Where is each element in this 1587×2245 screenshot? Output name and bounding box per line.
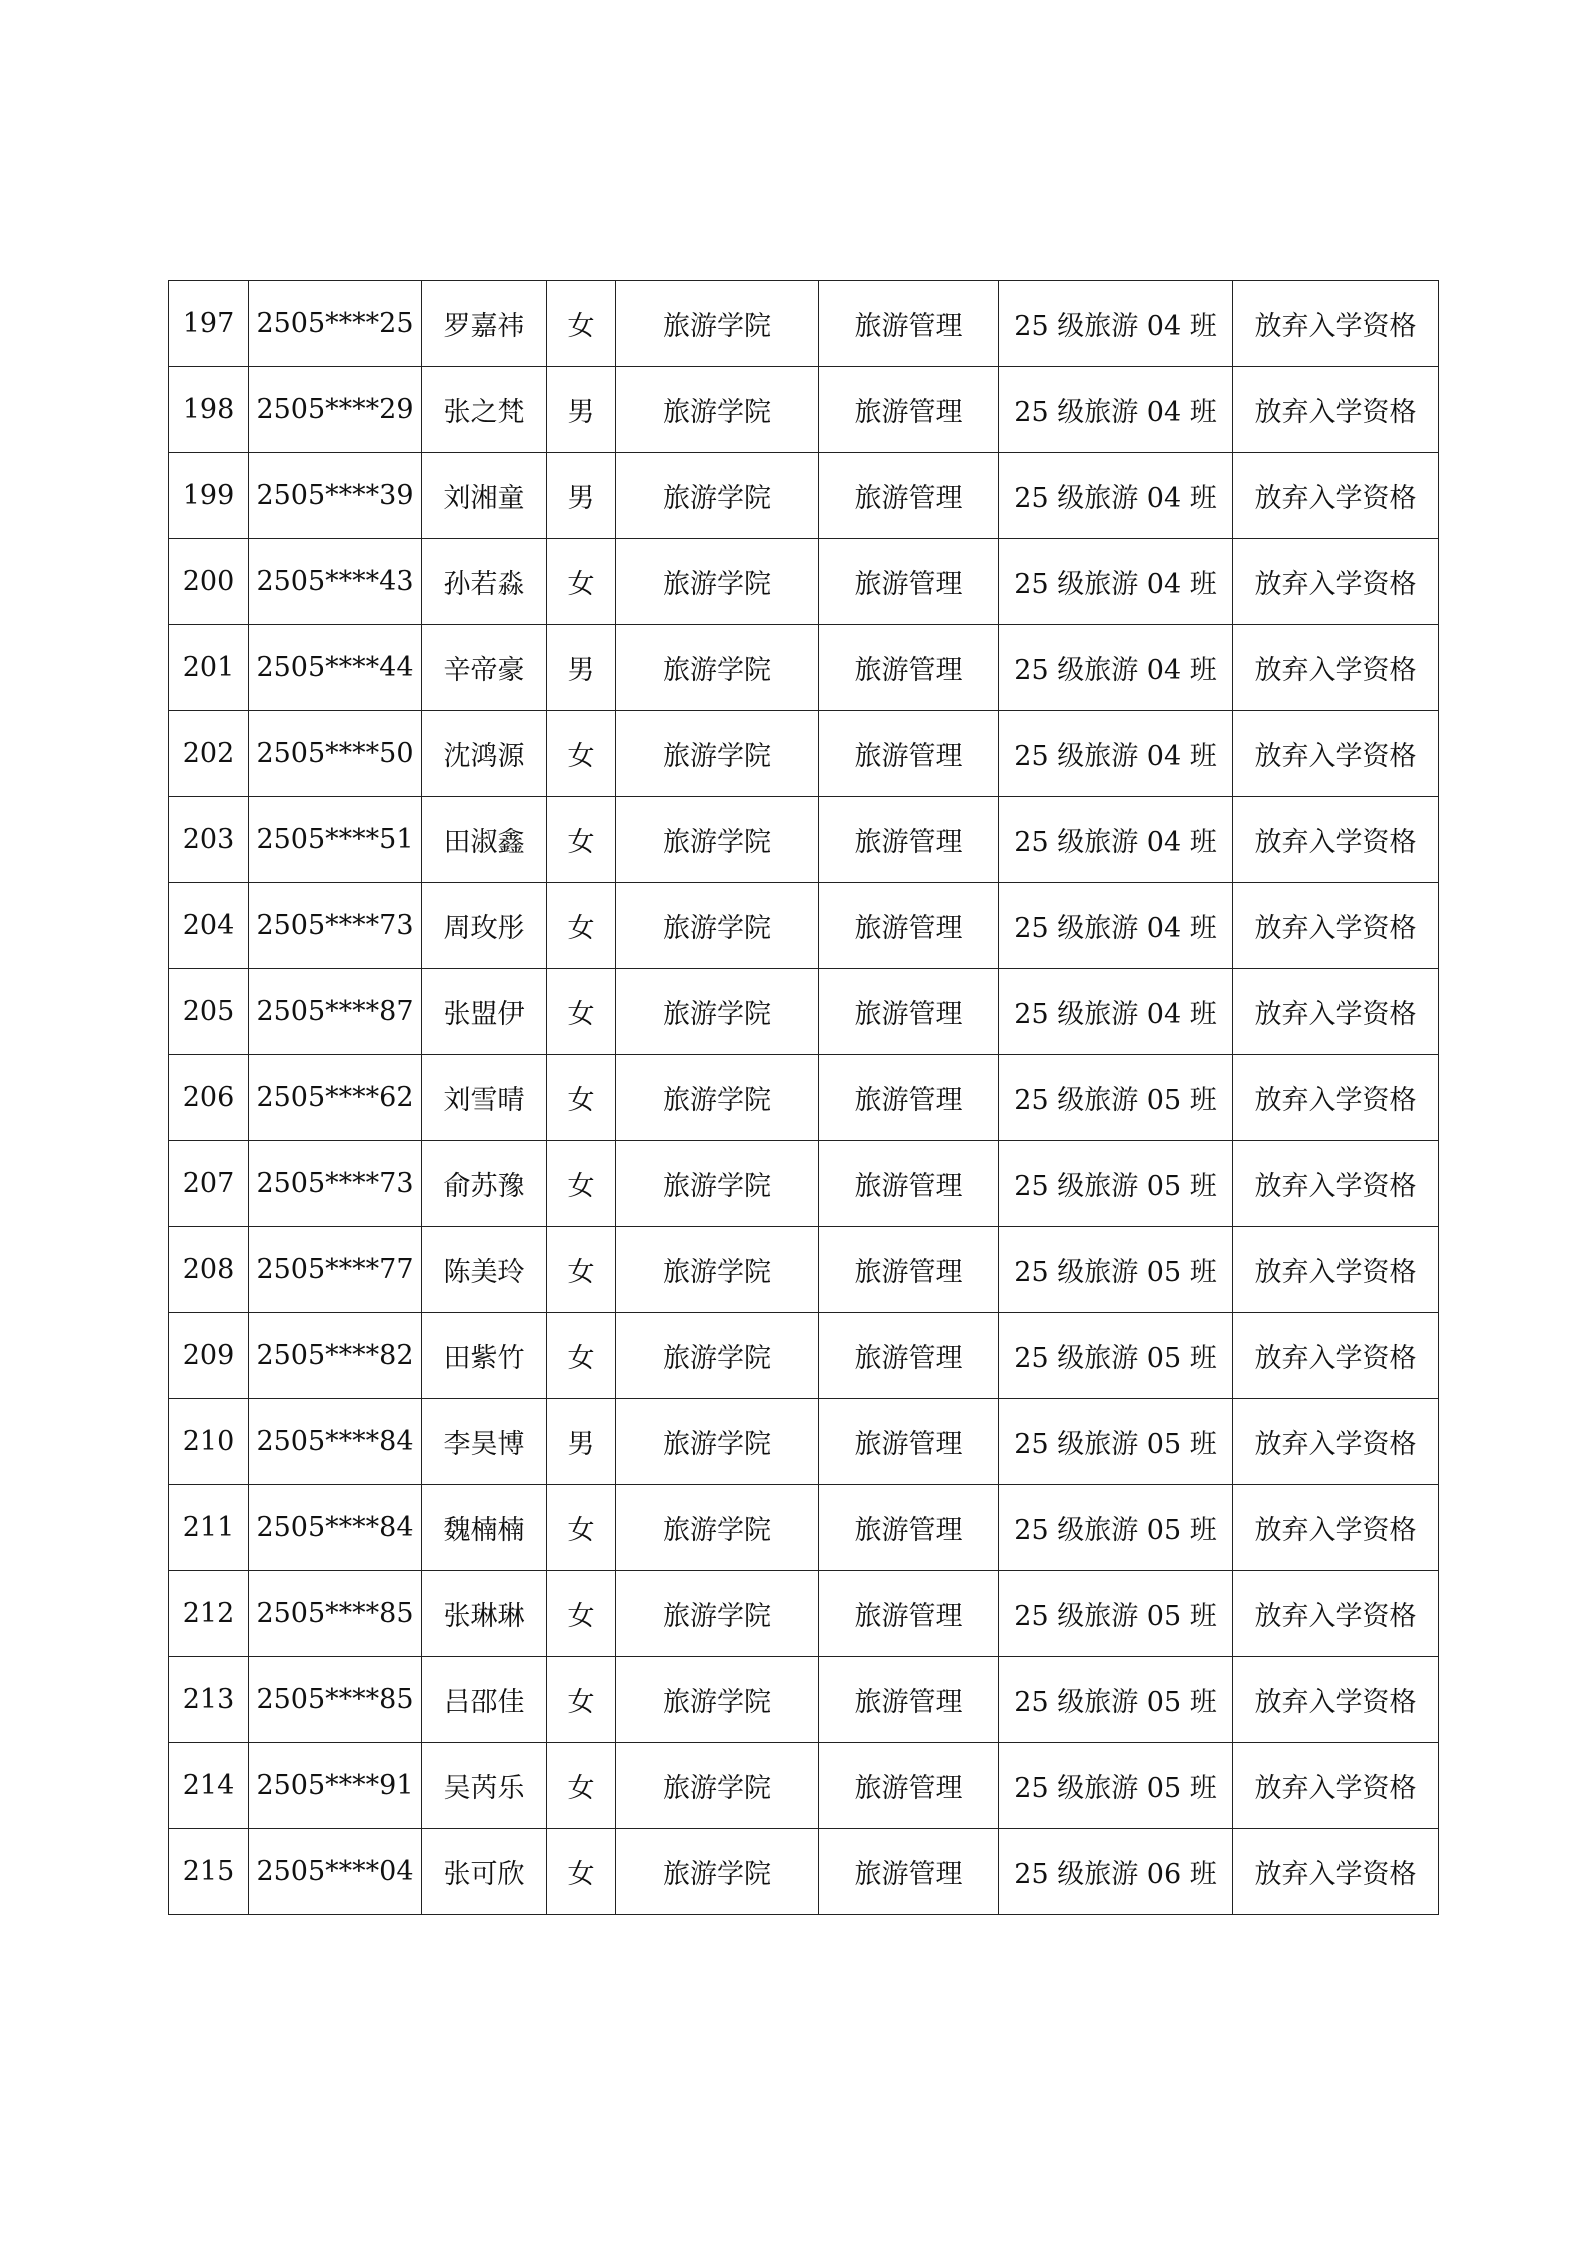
gender: 女 [547,1743,616,1829]
major: 旅游管理 [819,453,999,539]
student-id: 2505****62 [249,1055,422,1141]
college: 旅游学院 [616,797,819,883]
class-name: 25 级旅游 05 班 [999,1571,1233,1657]
student-name: 张之梵 [422,367,547,453]
class-name: 25 级旅游 05 班 [999,1743,1233,1829]
gender: 男 [547,453,616,539]
gender: 女 [547,1829,616,1915]
class-name: 25 级旅游 05 班 [999,1055,1233,1141]
table-row [169,1829,1439,1915]
student-id: 2505****44 [249,625,422,711]
table-row [169,1485,1439,1571]
student-id: 2505****29 [249,367,422,453]
college: 旅游学院 [616,367,819,453]
student-id: 2505****85 [249,1571,422,1657]
student-id: 2505****77 [249,1227,422,1313]
row-number: 209 [169,1313,249,1399]
table-row [169,1227,1439,1313]
student-id: 2505****39 [249,453,422,539]
major: 旅游管理 [819,1055,999,1141]
major: 旅游管理 [819,1571,999,1657]
table-row [169,367,1439,453]
status: 放弃入学资格 [1233,797,1439,883]
table-row [169,883,1439,969]
table-row [169,1141,1439,1227]
major: 旅游管理 [819,969,999,1055]
gender: 女 [547,1055,616,1141]
major: 旅游管理 [819,1657,999,1743]
status: 放弃入学资格 [1233,711,1439,797]
table-row [169,539,1439,625]
student-id: 2505****51 [249,797,422,883]
status: 放弃入学资格 [1233,969,1439,1055]
status: 放弃入学资格 [1233,1657,1439,1743]
student-name: 李昊博 [422,1399,547,1485]
college: 旅游学院 [616,1829,819,1915]
student-id: 2505****87 [249,969,422,1055]
student-id: 2505****50 [249,711,422,797]
gender: 女 [547,1485,616,1571]
status: 放弃入学资格 [1233,625,1439,711]
gender: 女 [547,883,616,969]
major: 旅游管理 [819,1313,999,1399]
status: 放弃入学资格 [1233,1829,1439,1915]
student-id: 2505****85 [249,1657,422,1743]
class-name: 25 级旅游 06 班 [999,1829,1233,1915]
student-name: 周玫彤 [422,883,547,969]
student-id: 2505****25 [249,281,422,367]
table-row [169,625,1439,711]
class-name: 25 级旅游 04 班 [999,453,1233,539]
table-row [169,1399,1439,1485]
student-id: 2505****82 [249,1313,422,1399]
major: 旅游管理 [819,797,999,883]
college: 旅游学院 [616,1657,819,1743]
college: 旅游学院 [616,1141,819,1227]
college: 旅游学院 [616,1743,819,1829]
status: 放弃入学资格 [1233,1743,1439,1829]
table-row [169,1743,1439,1829]
student-id: 2505****04 [249,1829,422,1915]
row-number: 208 [169,1227,249,1313]
major: 旅游管理 [819,1743,999,1829]
student-name: 田淑鑫 [422,797,547,883]
major: 旅游管理 [819,1485,999,1571]
gender: 女 [547,539,616,625]
class-name: 25 级旅游 05 班 [999,1399,1233,1485]
student-name: 张可欣 [422,1829,547,1915]
class-name: 25 级旅游 04 班 [999,883,1233,969]
row-number: 202 [169,711,249,797]
status: 放弃入学资格 [1233,1399,1439,1485]
class-name: 25 级旅游 04 班 [999,711,1233,797]
table-row [169,281,1439,367]
student-name: 张盟伊 [422,969,547,1055]
major: 旅游管理 [819,625,999,711]
student-name: 陈美玲 [422,1227,547,1313]
college: 旅游学院 [616,969,819,1055]
student-name: 刘湘童 [422,453,547,539]
table-row [169,453,1439,539]
status: 放弃入学资格 [1233,1485,1439,1571]
table-row [169,1571,1439,1657]
student-id: 2505****84 [249,1399,422,1485]
college: 旅游学院 [616,1485,819,1571]
college: 旅游学院 [616,883,819,969]
row-number: 197 [169,281,249,367]
major: 旅游管理 [819,539,999,625]
class-name: 25 级旅游 05 班 [999,1485,1233,1571]
class-name: 25 级旅游 04 班 [999,797,1233,883]
row-number: 215 [169,1829,249,1915]
student-name: 吕邵佳 [422,1657,547,1743]
student-name: 魏楠楠 [422,1485,547,1571]
class-name: 25 级旅游 05 班 [999,1141,1233,1227]
gender: 女 [547,1313,616,1399]
college: 旅游学院 [616,1055,819,1141]
roster-body [169,281,1439,1915]
row-number: 204 [169,883,249,969]
major: 旅游管理 [819,1829,999,1915]
student-name: 沈鸿源 [422,711,547,797]
college: 旅游学院 [616,1313,819,1399]
row-number: 203 [169,797,249,883]
class-name: 25 级旅游 04 班 [999,539,1233,625]
class-name: 25 级旅游 04 班 [999,367,1233,453]
table-row [169,1657,1439,1743]
class-name: 25 级旅游 04 班 [999,625,1233,711]
college: 旅游学院 [616,625,819,711]
student-name: 俞苏豫 [422,1141,547,1227]
student-name: 吴芮乐 [422,1743,547,1829]
major: 旅游管理 [819,367,999,453]
gender: 女 [547,1141,616,1227]
student-id: 2505****91 [249,1743,422,1829]
status: 放弃入学资格 [1233,883,1439,969]
major: 旅游管理 [819,711,999,797]
row-number: 206 [169,1055,249,1141]
student-id: 2505****73 [249,1141,422,1227]
gender: 女 [547,1227,616,1313]
table-row [169,1313,1439,1399]
gender: 女 [547,281,616,367]
row-number: 211 [169,1485,249,1571]
student-name: 田紫竹 [422,1313,547,1399]
major: 旅游管理 [819,1141,999,1227]
gender: 女 [547,797,616,883]
status: 放弃入学资格 [1233,1141,1439,1227]
student-name: 孙若淼 [422,539,547,625]
class-name: 25 级旅游 04 班 [999,969,1233,1055]
row-number: 198 [169,367,249,453]
student-id: 2505****73 [249,883,422,969]
college: 旅游学院 [616,1571,819,1657]
status: 放弃入学资格 [1233,367,1439,453]
row-number: 210 [169,1399,249,1485]
student-name: 刘雪晴 [422,1055,547,1141]
college: 旅游学院 [616,1227,819,1313]
status: 放弃入学资格 [1233,1571,1439,1657]
major: 旅游管理 [819,1399,999,1485]
class-name: 25 级旅游 05 班 [999,1227,1233,1313]
student-name: 辛帝豪 [422,625,547,711]
class-name: 25 级旅游 04 班 [999,281,1233,367]
row-number: 199 [169,453,249,539]
gender: 男 [547,1399,616,1485]
status: 放弃入学资格 [1233,453,1439,539]
major: 旅游管理 [819,1227,999,1313]
table-row [169,797,1439,883]
class-name: 25 级旅游 05 班 [999,1313,1233,1399]
college: 旅游学院 [616,539,819,625]
student-id: 2505****84 [249,1485,422,1571]
status: 放弃入学资格 [1233,1313,1439,1399]
college: 旅游学院 [616,281,819,367]
table-row [169,711,1439,797]
gender: 女 [547,969,616,1055]
row-number: 200 [169,539,249,625]
row-number: 214 [169,1743,249,1829]
class-name: 25 级旅游 05 班 [999,1657,1233,1743]
college: 旅游学院 [616,1399,819,1485]
college: 旅游学院 [616,711,819,797]
row-number: 207 [169,1141,249,1227]
row-number: 205 [169,969,249,1055]
table-row [169,1055,1439,1141]
college: 旅游学院 [616,453,819,539]
row-number: 201 [169,625,249,711]
status: 放弃入学资格 [1233,1055,1439,1141]
table-row [169,969,1439,1055]
gender: 女 [547,1657,616,1743]
row-number: 212 [169,1571,249,1657]
major: 旅游管理 [819,883,999,969]
gender: 男 [547,625,616,711]
student-name: 张琳琳 [422,1571,547,1657]
student-id: 2505****43 [249,539,422,625]
student-roster-table [168,280,1439,1915]
gender: 男 [547,367,616,453]
major: 旅游管理 [819,281,999,367]
row-number: 213 [169,1657,249,1743]
student-name: 罗嘉祎 [422,281,547,367]
status: 放弃入学资格 [1233,281,1439,367]
status: 放弃入学资格 [1233,539,1439,625]
gender: 女 [547,711,616,797]
gender: 女 [547,1571,616,1657]
status: 放弃入学资格 [1233,1227,1439,1313]
